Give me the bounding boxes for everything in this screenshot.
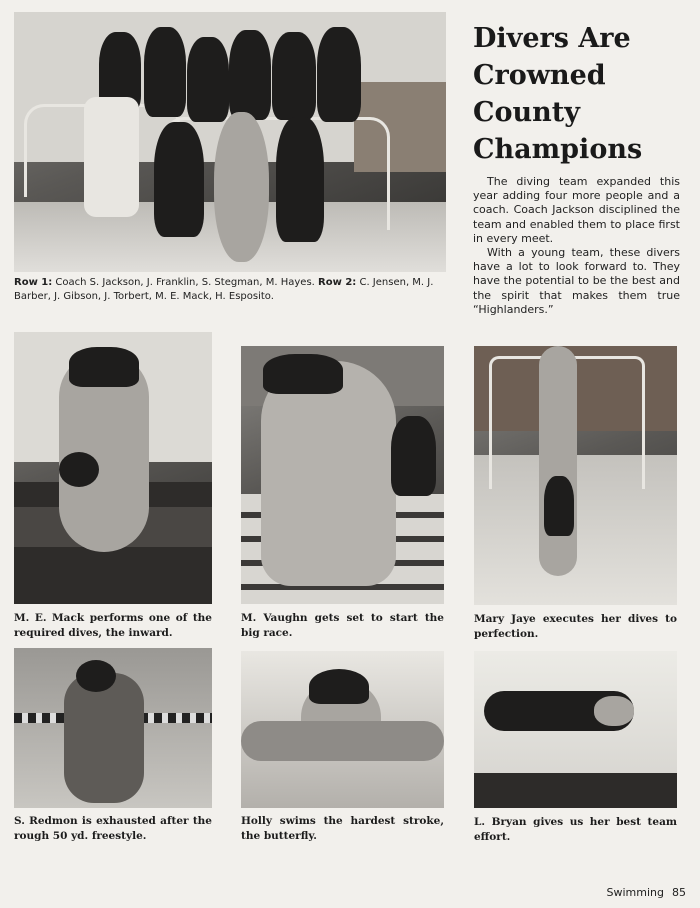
caption-jaye: Mary Jaye executes her dives to perfection.	[474, 613, 677, 640]
row2-names: C. Jensen, M. J. Barber, J. Gibson, J. Torbert, M. E. Mack, H. Esposito.	[14, 277, 434, 302]
page-folio	[607, 886, 686, 899]
photo-mack-dive	[14, 332, 212, 604]
caption-vaughn: M. Vaughn gets set to start the big race.	[241, 612, 444, 639]
headline-line: Crowned	[473, 60, 606, 91]
headline-line: County	[473, 97, 580, 128]
team-photo-caption	[14, 276, 446, 304]
photo-redmon-pool	[14, 648, 212, 808]
headline-line: Champions	[473, 134, 643, 165]
body-paragraph: The diving team expanded this year adding four more people and a coach. Coach Jackson disciplined the team and enabled them to place first in every meet.	[473, 175, 680, 245]
photo-holly-butterfly	[241, 651, 444, 808]
photo-jaye-dive	[474, 346, 677, 605]
caption-holly: Holly swims the hardest stroke, the butterfly.	[241, 815, 444, 842]
photo-bryan-swim	[474, 651, 677, 808]
row1-names: Coach S. Jackson, J. Franklin, S. Stegman, M. Hayes.	[52, 277, 319, 288]
caption-bryan: L. Bryan gives us her best team effort.	[474, 816, 677, 843]
row1-label: Row 1:	[14, 277, 53, 288]
photo-vaughn-start	[241, 346, 444, 604]
body-paragraph: With a young team, these divers have a lot to look forward to. They have the potential to be the best and the spirit that makes them true “Highlanders.”	[473, 246, 680, 316]
page-headline	[473, 20, 688, 168]
headline-line: Divers Are	[473, 23, 631, 54]
team-group-photo	[14, 12, 446, 272]
page-number: 85	[672, 886, 686, 899]
caption-redmon: S. Redmon is exhausted after the rough 50 yd. freestyle.	[14, 815, 212, 842]
row2-label: Row 2:	[318, 277, 357, 288]
article-body	[473, 175, 680, 317]
section-name: Swimming	[606, 886, 664, 899]
caption-mack: M. E. Mack performs one of the required dives, the inward.	[14, 612, 212, 639]
